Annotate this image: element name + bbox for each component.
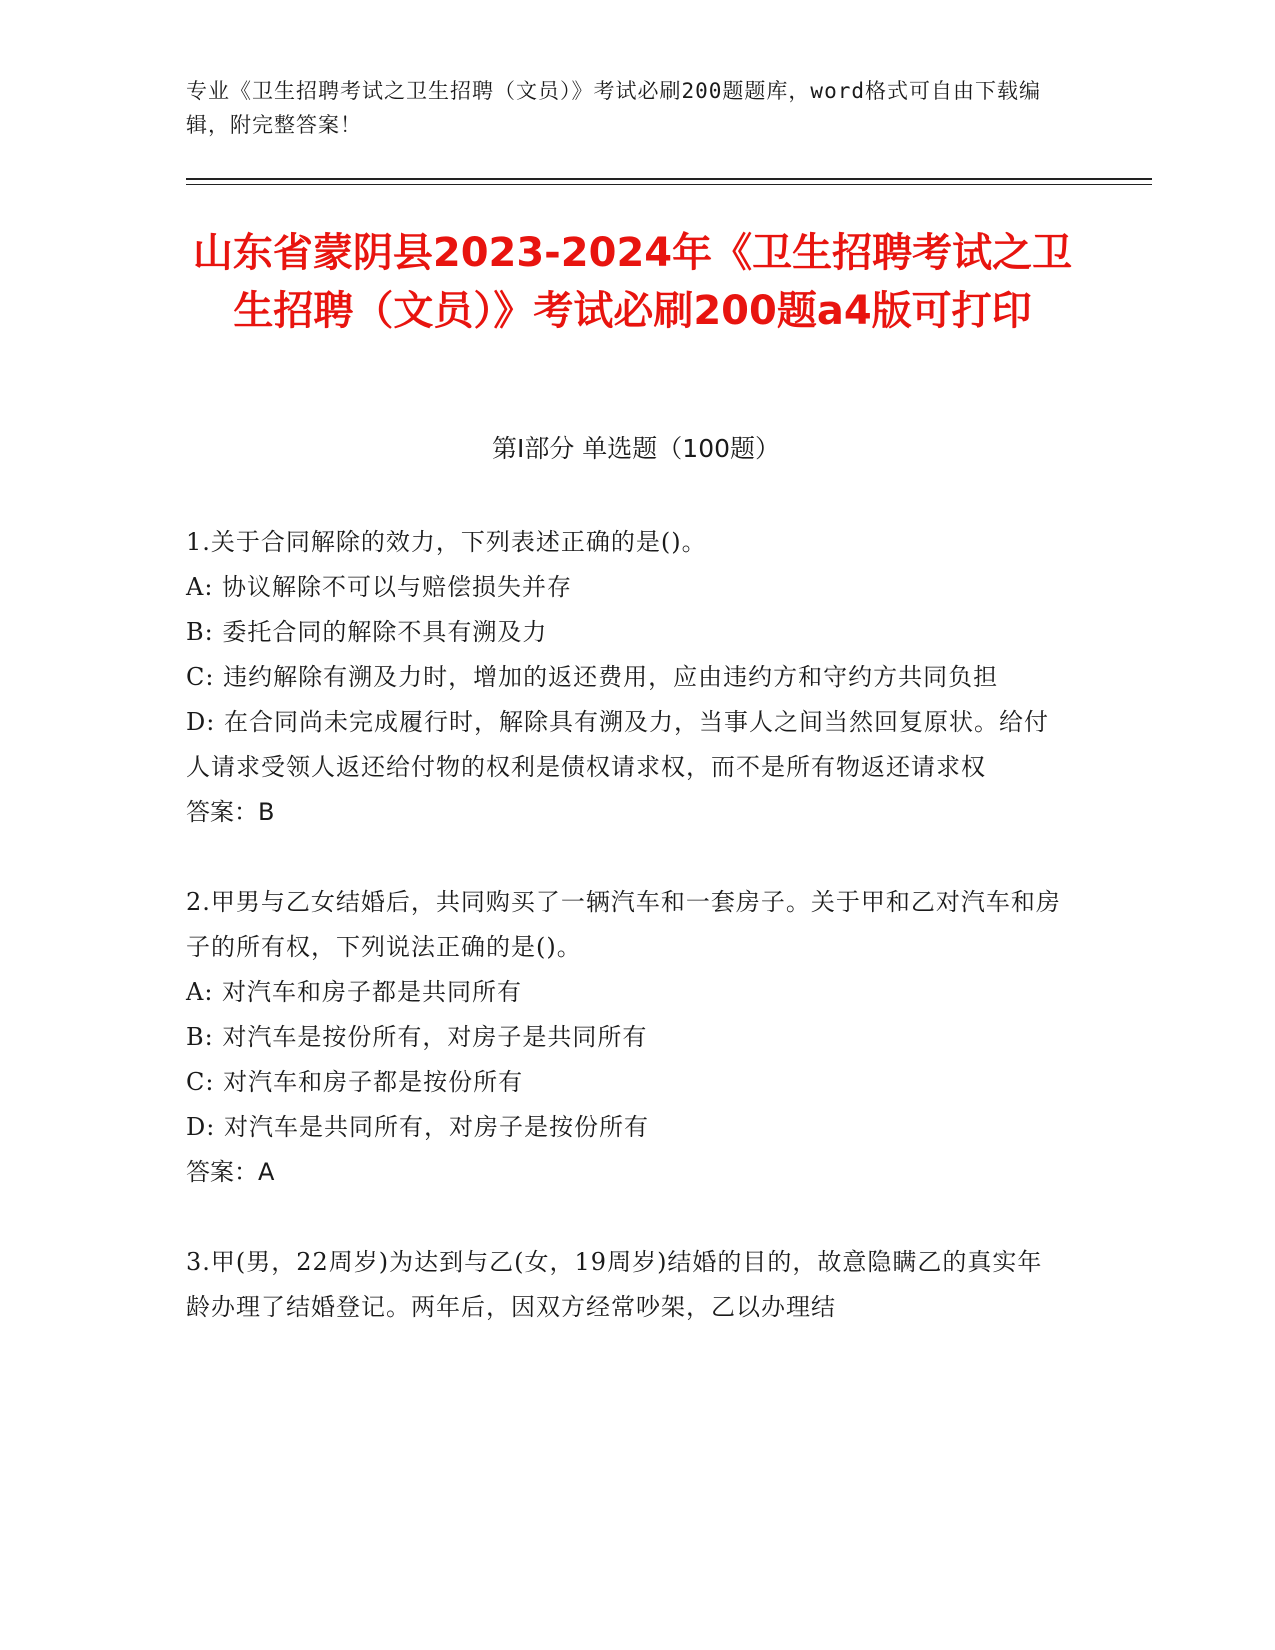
option-c: C: 对汽车和房子都是按份所有 <box>186 1068 524 1096</box>
question-1 <box>186 520 1066 835</box>
option-d: D: 对汽车是共同所有，对房子是按份所有 <box>186 1113 649 1141</box>
option-a: A: 协议解除不可以与赔偿损失并存 <box>186 573 573 601</box>
option-c: C: 违约解除有溯及力时，增加的返还费用，应由违约方和守约方共同负担 <box>186 663 999 691</box>
option-b: B: 委托合同的解除不具有溯及力 <box>186 618 548 646</box>
question-3 <box>186 1240 1066 1330</box>
question-stem: 1.关于合同解除的效力，下列表述正确的是()。 <box>186 528 707 556</box>
question-stem: 2.甲男与乙女结婚后，共同购买了一辆汽车和一套房子。关于甲和乙对汽车和房子的所有权，下列说法正确的是()。 <box>186 888 1061 961</box>
intro-text: 专业《卫生招聘考试之卫生招聘（文员）》考试必刷200题题库，word格式可自由下载编辑，附完整答案！ <box>186 79 1041 137</box>
question-2 <box>186 880 1066 1195</box>
header-rule-thick <box>186 178 1152 180</box>
section-heading: 第I部分 单选题（100题） <box>491 434 781 463</box>
answer: 答案：A <box>186 1158 275 1186</box>
answer: 答案：B <box>186 798 275 826</box>
option-b: B: 对汽车是按份所有，对房子是共同所有 <box>186 1023 648 1051</box>
option-a: A: 对汽车和房子都是共同所有 <box>186 978 523 1006</box>
option-d: D: 在合同尚未完成履行时，解除具有溯及力，当事人之间当然回复原状。给付人请求受领人返还给付物的权利是债权请求权，而不是所有物返还请求权 <box>186 708 1049 781</box>
document-title: 山东省蒙阴县2023-2024年《卫生招聘考试之卫生招聘（文员）》考试必刷200题a4版可打印 <box>192 230 1073 334</box>
question-stem: 3.甲(男，22周岁)为达到与乙(女，19周岁)结婚的目的，故意隐瞒乙的真实年龄办理了结婚登记。两年后，因双方经常吵架，乙以办理结 <box>186 1248 1043 1321</box>
header-rule-thin <box>186 184 1152 185</box>
questions-list <box>186 520 1066 1375</box>
